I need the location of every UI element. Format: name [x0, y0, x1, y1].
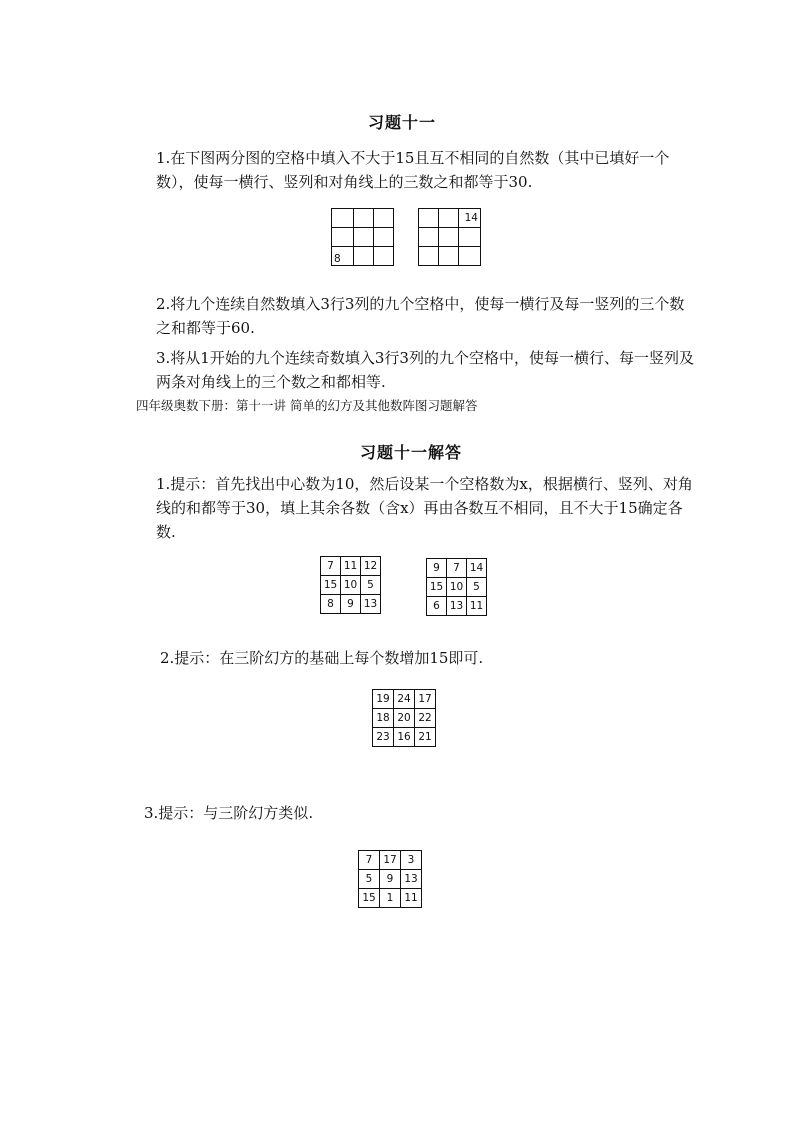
- grid-cell: 15: [359, 889, 380, 908]
- grid-cell[interactable]: [419, 209, 439, 228]
- grid-cell[interactable]: [439, 209, 459, 228]
- grid-cell[interactable]: [332, 228, 354, 247]
- grid-cell[interactable]: [419, 247, 439, 266]
- grid-cell: 7: [447, 559, 467, 578]
- question-2: 2.将九个连续自然数填入3行3列的九个空格中，使每一横行及每一竖列的三个数之和都等于60.: [156, 295, 685, 337]
- grid-cell[interactable]: [354, 228, 374, 247]
- grid-cell: 9: [427, 559, 447, 578]
- grid-cell: 14: [459, 209, 481, 228]
- question-1: 1.在下图两分图的空格中填入不大于15且互不相同的自然数（其中已填好一个数），使每一横行、竖列和对角线上的三数之和都等于30.: [156, 149, 670, 191]
- answer-2: 2.提示：在三阶幻方的基础上每个数增加15即可.: [160, 649, 484, 667]
- grid-cell: 6: [427, 597, 447, 616]
- grid-cell: 18: [373, 709, 394, 728]
- grid-cell[interactable]: [354, 209, 374, 228]
- grid-cell: 7: [321, 557, 341, 576]
- grid-cell: 11: [401, 889, 422, 908]
- grid-cell: 13: [361, 595, 381, 614]
- grid-cell: 20: [394, 709, 415, 728]
- answer-grid-2: [372, 689, 436, 747]
- puzzle-grid-b: [418, 208, 481, 266]
- grid-cell: 15: [427, 578, 447, 597]
- grid-cell: 17: [380, 851, 401, 870]
- exercise-title: 习题十一: [368, 113, 437, 132]
- grid-cell: 9: [341, 595, 361, 614]
- answer-grid-3: [358, 850, 422, 908]
- grid-cell: 11: [467, 597, 487, 616]
- grid-cell: 5: [361, 576, 381, 595]
- grid-cell[interactable]: [459, 247, 481, 266]
- grid-cell: 14: [467, 559, 487, 578]
- grid-cell: 8: [332, 247, 354, 266]
- grid-cell: 5: [467, 578, 487, 597]
- grid-cell: 7: [359, 851, 380, 870]
- answer-grid-a: [320, 556, 381, 614]
- grid-cell[interactable]: [374, 228, 394, 247]
- grid-cell: 17: [415, 690, 436, 709]
- grid-cell: 9: [380, 870, 401, 889]
- grid-cell: 10: [341, 576, 361, 595]
- answer-grid-b: [426, 558, 487, 616]
- grid-cell: 3: [401, 851, 422, 870]
- grid-cell: 21: [415, 728, 436, 747]
- grid-cell[interactable]: [439, 228, 459, 247]
- grid-cell: 5: [359, 870, 380, 889]
- grid-cell[interactable]: [374, 247, 394, 266]
- grid-cell: 19: [373, 690, 394, 709]
- grid-cell: 13: [447, 597, 467, 616]
- grid-cell: 23: [373, 728, 394, 747]
- grid-cell: 12: [361, 557, 381, 576]
- grid-cell: 10: [447, 578, 467, 597]
- grid-cell[interactable]: [459, 228, 481, 247]
- answer-1: 1.提示：首先找出中心数为10，然后设某一个空格数为x，根据横行、竖列、对角线的和都等于30，填上其余各数（含x）再由各数互不相同，且不大于15确定各数.: [156, 475, 693, 541]
- grid-cell[interactable]: [439, 247, 459, 266]
- grid-cell[interactable]: [419, 228, 439, 247]
- chapter-header-note: 四年级奥数下册：第十一讲 简单的幻方及其他数阵图习题解答: [136, 398, 478, 413]
- answer-3: 3.提示：与三阶幻方类似.: [144, 804, 314, 822]
- grid-cell: 8: [321, 595, 341, 614]
- grid-cell[interactable]: [332, 209, 354, 228]
- grid-cell[interactable]: [354, 247, 374, 266]
- answer-title: 习题十一解答: [360, 443, 463, 462]
- grid-cell: 16: [394, 728, 415, 747]
- grid-cell: 24: [394, 690, 415, 709]
- grid-cell: 22: [415, 709, 436, 728]
- question-3: 3.将从1开始的九个连续奇数填入3行3列的九个空格中，使每一横行、每一竖列及两条对角线上的三个数之和都相等.: [156, 349, 694, 391]
- puzzle-grid-a: [331, 208, 394, 266]
- grid-cell: 11: [341, 557, 361, 576]
- grid-cell: 13: [401, 870, 422, 889]
- grid-cell: 1: [380, 889, 401, 908]
- grid-cell[interactable]: [374, 209, 394, 228]
- grid-cell: 15: [321, 576, 341, 595]
